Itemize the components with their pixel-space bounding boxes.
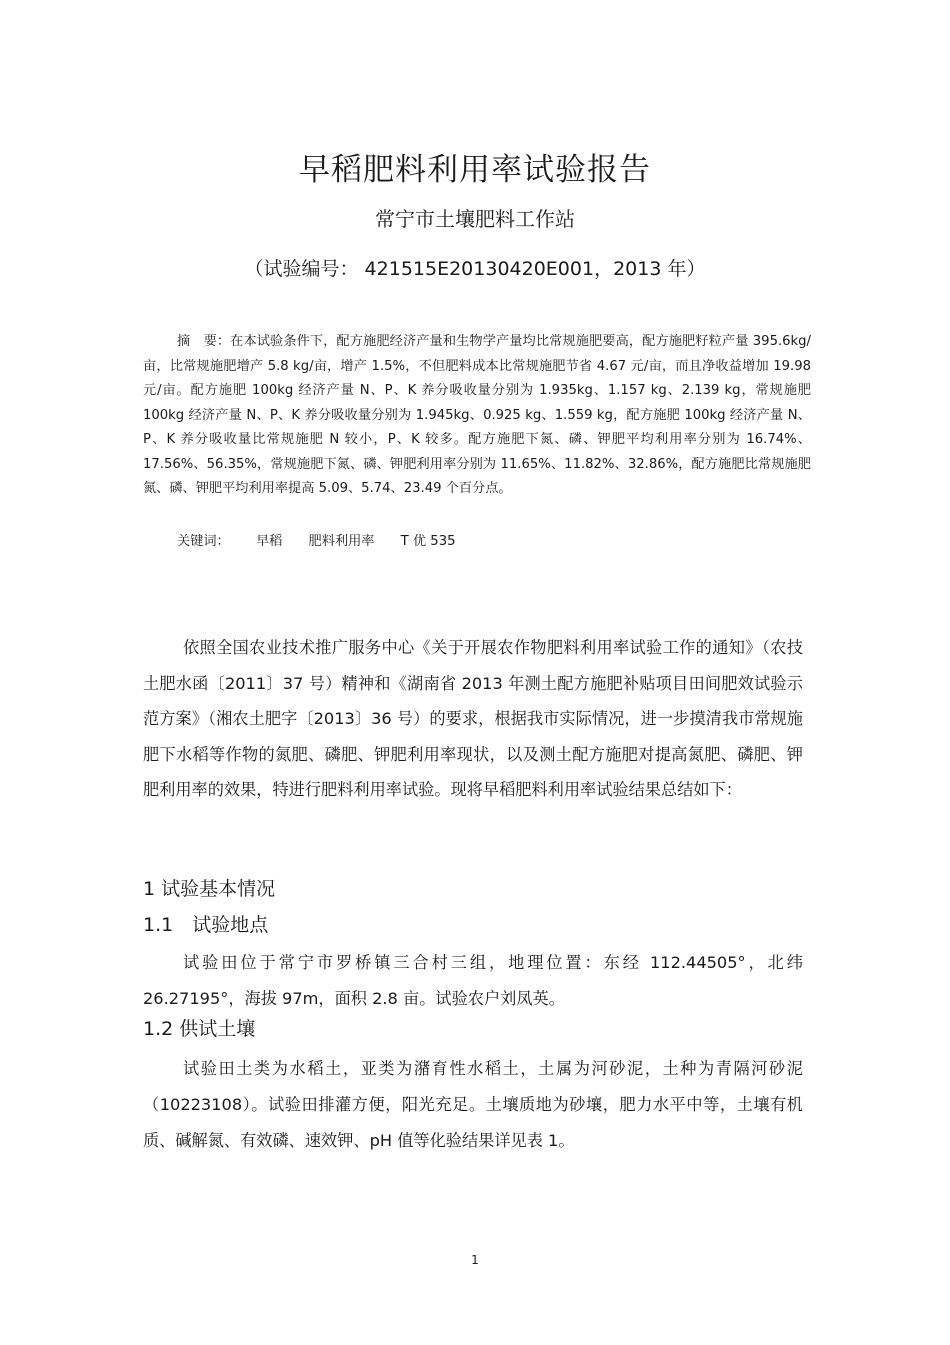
trial-number: （试验编号： 421515E20130420E001，2013 年） — [244, 258, 706, 280]
page-number: 1 — [471, 1253, 479, 1267]
abstract-text: 在本试验条件下，配方施肥经济产量和生物学产量均比常规施肥要高，配方施肥籽粒产量 395.6kg/亩，比常规施肥增产 5.8 kg/亩，增产 1.5%，不但肥料成本比常规施肥节省 4.67 元/亩，而且净收益增加 19.98 元/亩。配方施肥 100kg 经济产量 N、P、K 养分吸收量分别为 1.935kg、1.157 kg、2.139 kg，常规施肥 100kg 经济产量 N、P、K 养分吸收量分别为 1.945kg、0.925 kg、1.559 kg，配方施肥 100kg 经济产量 N、P、K 养分吸收量比常规施肥 N 较小，P、K 较多。配方施肥下氮、磷、钾肥平均利用率分别为 16.74%、17.56%、56.35%，常规施肥下氮、磷、钾肥利用率分别为 11.65%、11.82%、32.86%，配方施肥比常规施肥氮、磷、钾肥平均利用率提高 5.09、5.74、23.49 个百分点。 — [143, 334, 811, 496]
document-title: 早稻肥料利用率试验报告 — [299, 152, 651, 188]
abstract — [143, 330, 811, 502]
location-paragraph: 试验田位于常宁市罗桥镇三合村三组，地理位置：东经 112.44505°，北纬 26.27195°，海拔 97m，面积 2.8 亩。试验农户刘凤英。 — [143, 953, 803, 1008]
subsection-heading-soil: 1.2 供试土壤 — [143, 1018, 256, 1040]
keyword-item: 早稻 — [255, 534, 283, 549]
keywords — [177, 530, 477, 554]
organization-name: 常宁市土壤肥料工作站 — [375, 207, 575, 231]
subsection-heading-location: 1.1 试验地点 — [143, 914, 269, 936]
keyword-item: 肥料利用率 — [308, 534, 375, 549]
section-heading: 1 试验基本情况 — [143, 878, 276, 900]
abstract-label: 摘 要： — [177, 334, 231, 349]
soil-paragraph: 试验田土类为水稻土，亚类为潴育性水稻土，土属为河砂泥，土种为青隔河砂泥（10223108）。试验田排灌方便，阳光充足。土壤质地为砂壤，肥力水平中等，土壤有机质、碱解氮、有效磷、速效钾、pH 值等化验结果详见表 1。 — [143, 1059, 803, 1150]
keyword-item: T 优 535 — [400, 534, 456, 549]
keywords-label: 关键词： — [177, 534, 230, 549]
intro-paragraph: 依照全国农业技术推广服务中心《关于开展农作物肥料利用率试验工作的通知》（农技土肥水函〔2011〕37 号）精神和《湖南省 2013 年测土配方施肥补贴项目田间肥效试验示范方案》（湘农土肥字〔2013〕36 号）的要求，根据我市实际情况，进一步摸清我市常规施肥下水稻等作物的氮肥、磷肥、钾肥利用率现状，以及测土配方施肥对提高氮肥、磷肥、钾肥利用率的效果，特进行肥料利用率试验。现将早稻肥料利用率试验结果总结如下： — [143, 638, 803, 800]
